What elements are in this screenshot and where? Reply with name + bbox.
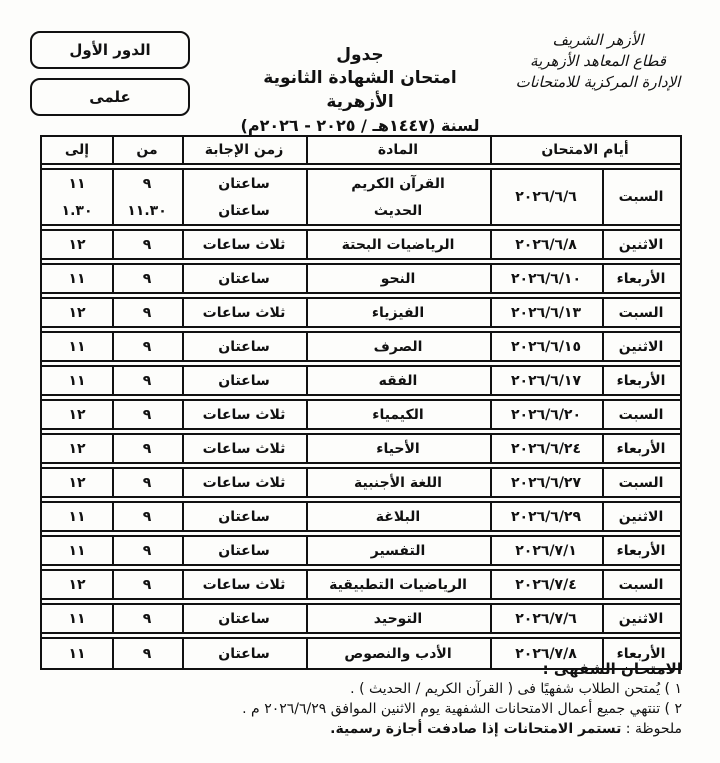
from-cell: ٩: [142, 406, 152, 423]
day-cell: الأربعاء: [616, 372, 666, 389]
section-badge: [30, 78, 190, 116]
date-cell: ٢٠٢٦/٦/٨: [515, 236, 577, 253]
subject-cell: الرياضيات التطبيقية: [329, 576, 467, 593]
to-cell: ١٢: [68, 406, 86, 423]
title-line-1: جدول: [336, 45, 384, 65]
table-row: [42, 367, 680, 396]
table-row: [42, 299, 680, 328]
subject-cell: الفقه: [378, 372, 418, 389]
date-cell: ٢٠٢٦/٧/١: [515, 542, 577, 559]
to-cell: ١١: [68, 542, 86, 559]
day-cell: الأربعاء: [616, 645, 666, 662]
duration-cell: ثلاث ساعات: [202, 236, 286, 253]
to-cell: ١٢: [68, 440, 86, 457]
date-cell: ٢٠٢٦/٧/٨: [515, 645, 577, 662]
day-cell: السبت: [618, 406, 664, 423]
table-row: [42, 503, 680, 532]
subject-cell: الحديث: [373, 202, 423, 219]
to-cell: ١١: [68, 270, 86, 287]
schedule-table: [40, 135, 682, 670]
subject-cell: النحو: [380, 270, 416, 287]
from-cell: ٩: [142, 610, 152, 627]
day-cell: الأربعاء: [616, 542, 666, 559]
date-cell: ٢٠٢٦/٦/٢٧: [510, 474, 582, 491]
subject-cell: اللغة الأجنبية: [354, 474, 442, 491]
to-cell: ١٢: [68, 576, 86, 593]
header-duration: زمن الإجابة: [204, 142, 284, 158]
duration-cell: ثلاث ساعات: [202, 440, 286, 457]
table-row: [42, 333, 680, 362]
table-header: [42, 137, 680, 165]
subject-cell: الكيمياء: [372, 406, 424, 423]
subject-cell: الأدب والنصوص: [344, 645, 452, 662]
duration-cell: ساعتان: [218, 175, 270, 192]
from-cell: ٩: [142, 372, 152, 389]
duration-cell: ثلاث ساعات: [202, 406, 286, 423]
to-cell: ١٢: [68, 474, 86, 491]
issuer-line-1: الأزهر الشريف: [552, 31, 644, 49]
subject-cell: الفيزياء: [371, 304, 425, 321]
table-row: [42, 435, 680, 464]
date-cell: ٢٠٢٦/٦/١٧: [510, 372, 582, 389]
day-cell: الأربعاء: [616, 270, 666, 287]
date-cell: ٢٠٢٦/٦/٦: [515, 189, 577, 205]
day-cell: السبت: [618, 576, 664, 593]
from-cell: ٩: [142, 236, 152, 253]
table-row: [42, 170, 680, 226]
date-cell: ٢٠٢٦/٧/٦: [515, 610, 577, 627]
issuer-block: [498, 30, 698, 93]
from-cell: ٩: [142, 338, 152, 355]
date-cell: ٢٠٢٦/٦/١٥: [510, 338, 582, 355]
from-cell: ٩: [142, 645, 152, 662]
table-row: [42, 401, 680, 430]
from-cell: ٩: [142, 508, 152, 525]
table-row: [42, 231, 680, 260]
date-cell: ٢٠٢٦/٦/٢٩: [510, 508, 582, 525]
table-row: [42, 537, 680, 566]
remark-label: ملحوظة :: [621, 721, 682, 737]
from-cell: ٩: [142, 270, 152, 287]
from-cell: ١١.٣٠: [127, 202, 167, 219]
from-cell: ٩: [142, 440, 152, 457]
from-cell: ٩: [142, 576, 152, 593]
duration-cell: ساعتان: [218, 270, 270, 287]
date-cell: ٢٠٢٦/٦/١٠: [510, 270, 582, 287]
day-cell: السبت: [618, 189, 664, 205]
notes-heading: الامتحان الشفهى :: [542, 660, 682, 678]
from-cell: ٩: [142, 304, 152, 321]
table-row: [42, 605, 680, 634]
header-days: أيام الامتحان: [541, 142, 629, 158]
to-cell: ١١: [68, 338, 86, 355]
issuer-line-2: قطاع المعاهد الأزهرية: [530, 52, 666, 70]
day-cell: الاثنين: [618, 236, 664, 253]
remark: [22, 719, 682, 739]
date-cell: ٢٠٢٦/٧/٤: [515, 576, 577, 593]
table-row: [42, 571, 680, 600]
duration-cell: ساعتان: [218, 542, 270, 559]
section-label: علمى: [89, 88, 131, 106]
duration-cell: ساعتان: [218, 645, 270, 662]
day-cell: السبت: [618, 304, 664, 321]
day-cell: الأربعاء: [616, 440, 666, 457]
to-cell: ١١: [68, 372, 86, 389]
subject-cell: التوحيد: [373, 610, 423, 627]
title-line-2: امتحان الشهادة الثانوية الأزهرية: [263, 68, 457, 112]
title-line-3: لسنة (١٤٤٧هـ / ٢٠٢٥ - ٢٠٢٦م): [240, 116, 480, 135]
remark-text: تستمر الامتحانات إذا صادفت أجازة رسمية.: [330, 721, 622, 737]
header-subject: المادة: [377, 142, 419, 158]
to-cell: ١١: [68, 175, 86, 192]
day-cell: الاثنين: [618, 338, 664, 355]
date-cell: ٢٠٢٦/٦/٢٤: [510, 440, 582, 457]
note-item: ٢ ) تنتهي جميع أعمال الامتحانات الشفهية يوم الاثنين الموافق ٢٠٢٦/٦/٢٩ م .: [242, 701, 682, 717]
date-cell: ٢٠٢٦/٦/١٣: [510, 304, 582, 321]
note-item: ١ ) يُمتحن الطلاب شفهيًا فى ( القرآن الكريم / الحديث ) .: [350, 681, 682, 697]
document-title: [235, 44, 485, 138]
from-cell: ٩: [142, 542, 152, 559]
to-cell: ١١: [68, 645, 86, 662]
duration-cell: ساعتان: [218, 338, 270, 355]
round-label: الدور الأول: [69, 41, 151, 59]
issuer-line-3: الإدارة المركزية للامتحانات: [515, 73, 681, 91]
to-cell: ١٢: [68, 304, 86, 321]
header-from: من: [136, 142, 158, 158]
duration-cell: ساعتان: [218, 610, 270, 627]
round-badge: [30, 31, 190, 69]
to-cell: ١٢: [68, 236, 86, 253]
header-to: إلى: [64, 142, 90, 158]
subject-cell: الصرف: [373, 338, 423, 355]
subject-cell: القرآن الكريم: [351, 175, 445, 192]
subject-cell: التفسير: [370, 542, 426, 559]
duration-cell: ثلاث ساعات: [202, 304, 286, 321]
to-cell: ١١: [68, 610, 86, 627]
notes-section: [22, 659, 682, 739]
date-cell: ٢٠٢٦/٦/٢٠: [510, 406, 582, 423]
duration-cell: ساعتان: [218, 202, 270, 219]
to-cell: ١.٣٠: [61, 202, 93, 219]
from-cell: ٩: [142, 474, 152, 491]
day-cell: الاثنين: [618, 508, 664, 525]
day-cell: الاثنين: [618, 610, 664, 627]
table-row: [42, 265, 680, 294]
subject-cell: الرياضيات البحتة: [341, 236, 455, 253]
subject-cell: البلاغة: [375, 508, 421, 525]
day-cell: السبت: [618, 474, 664, 491]
subject-cell: الأحياء: [376, 440, 420, 457]
to-cell: ١١: [68, 508, 86, 525]
duration-cell: ثلاث ساعات: [202, 474, 286, 491]
duration-cell: ثلاث ساعات: [202, 576, 286, 593]
duration-cell: ساعتان: [218, 372, 270, 389]
duration-cell: ساعتان: [218, 508, 270, 525]
table-row: [42, 469, 680, 498]
from-cell: ٩: [142, 175, 152, 192]
